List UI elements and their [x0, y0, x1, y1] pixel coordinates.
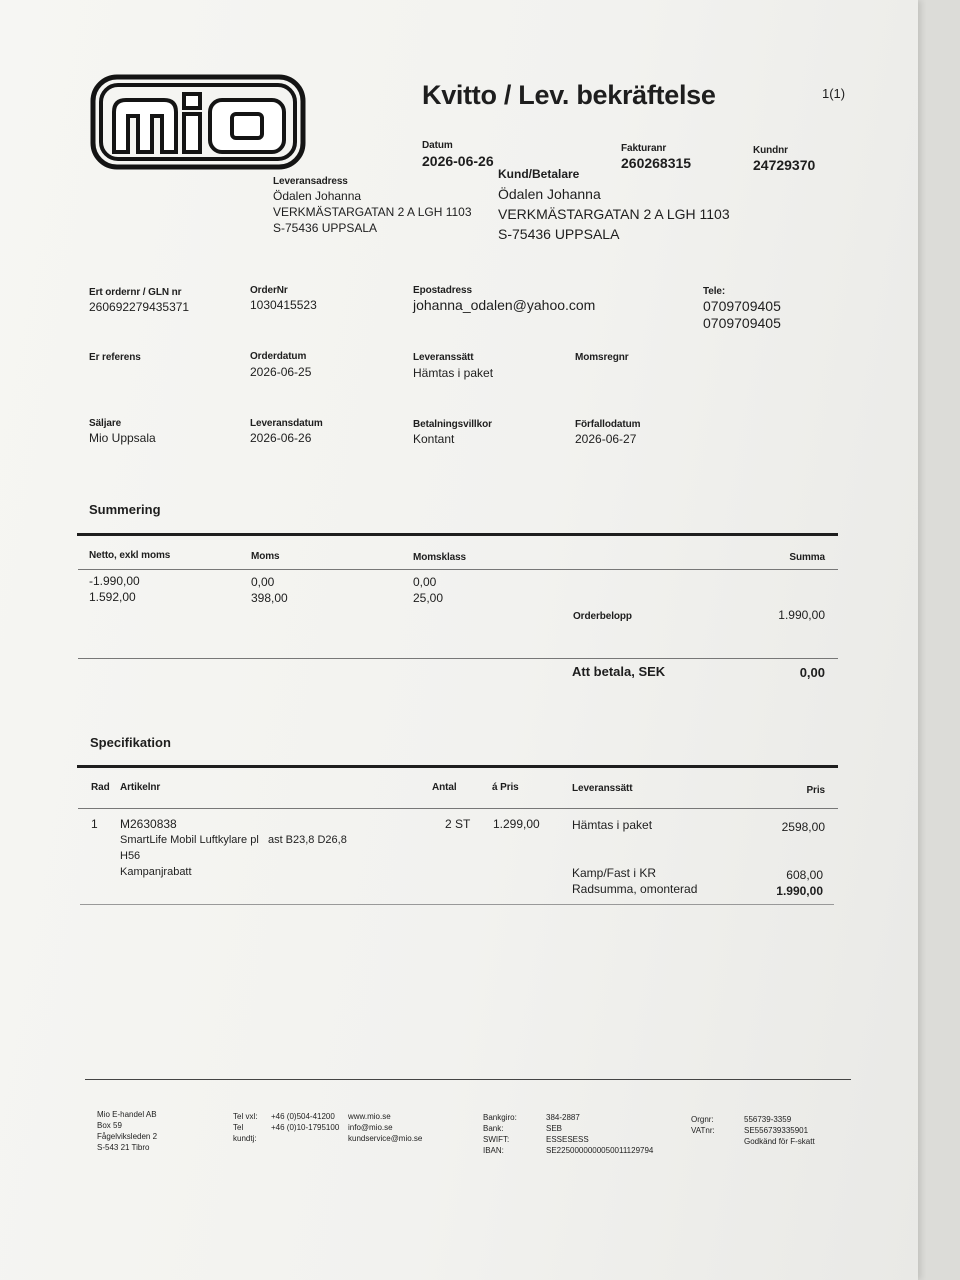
- footer-swift-value: ESSESESS: [546, 1135, 589, 1144]
- item-apris: 1.299,00: [493, 817, 540, 831]
- col-netto: Netto, exkl moms: [89, 550, 171, 561]
- footer-company-box: Box 59: [97, 1121, 122, 1130]
- tele-label: Tele:: [703, 286, 726, 297]
- receipt-title: Kvitto / Lev. bekräftelse: [422, 80, 716, 110]
- orderdatum-value: 2026-06-25: [250, 365, 312, 379]
- footer-company: [97, 1109, 157, 1153]
- item-pris: 2598,00: [781, 820, 825, 834]
- footer-org-values: [744, 1114, 815, 1147]
- footer-bankgiro-value: 384-2887: [546, 1113, 580, 1122]
- footer-company-city: S-543 21 Tibro: [97, 1143, 150, 1152]
- specifikation-bottom-rule: [80, 904, 834, 905]
- summering-row-1-moms: 0,00: [251, 575, 275, 589]
- leverans-street: VERKMÄSTARGATAN 2 A LGH 1103: [273, 205, 472, 219]
- footer-web-info: info@mio.se: [348, 1123, 393, 1132]
- footer-rule: [85, 1079, 851, 1080]
- item-leveranssatt: Hämtas i paket: [572, 818, 653, 832]
- epost-label: Epostadress: [413, 285, 472, 296]
- fakturanr-label: Fakturanr: [621, 143, 667, 154]
- footer-bank-value: SEB: [546, 1124, 563, 1133]
- col-summa: Summa: [789, 552, 825, 563]
- radsumma-label: Radsumma, omonterad: [572, 882, 698, 896]
- specifikation-header-rule: [78, 808, 838, 809]
- kund-name: Ödalen Johanna: [498, 186, 601, 202]
- att-betala-label: Att betala, SEK: [572, 664, 666, 679]
- col-apris: á Pris: [492, 782, 519, 793]
- leverans-name: Ödalen Johanna: [273, 189, 362, 203]
- leveransdatum-value: 2026-06-26: [250, 431, 312, 445]
- ert-ordernr-label: Ert ordernr / GLN nr: [89, 287, 182, 298]
- footer-tel-vxl-label: Tel vxl:: [233, 1112, 258, 1121]
- tele-value-2: 0709709405: [703, 315, 781, 331]
- item-desc-2: H56: [120, 850, 141, 862]
- datum-value: 2026-06-26: [422, 153, 494, 169]
- kund-label: Kund/Betalare: [498, 167, 580, 181]
- summering-row-2-netto: 1.592,00: [89, 590, 136, 604]
- col-momsklass: Momsklass: [413, 552, 467, 563]
- ert-ordernr-value: 260692279435371: [89, 300, 190, 314]
- col-moms: Moms: [251, 551, 280, 562]
- leveransdatum-label: Leveransdatum: [250, 418, 323, 429]
- footer-tel-values: [271, 1111, 339, 1133]
- orderbelopp-value: 1.990,00: [778, 608, 825, 622]
- kundnr-value: 24729370: [753, 157, 816, 173]
- summering-heading: Summering: [89, 502, 161, 517]
- footer-tel-labels: [233, 1111, 257, 1144]
- kamp-label: Kamp/Fast i KR: [572, 866, 657, 880]
- orderbelopp-label: Orderbelopp: [573, 611, 632, 622]
- footer-bank-values: [546, 1112, 653, 1156]
- col-antal: Antal: [432, 782, 457, 793]
- specifikation-top-rule: [77, 765, 838, 768]
- leveranssatt-value: Hämtas i paket: [413, 366, 494, 380]
- summering-top-rule: [77, 533, 838, 536]
- leveranssatt-label: Leveranssätt: [413, 352, 474, 363]
- col-artikelnr: Artikelnr: [120, 782, 161, 793]
- momsregnr-label: Momsregnr: [575, 352, 629, 363]
- item-artikelnr: M2630838: [120, 817, 177, 831]
- footer-web: [348, 1111, 422, 1144]
- radsumma-value: 1.990,00: [776, 884, 823, 898]
- footer-org-labels: [691, 1114, 715, 1136]
- kundnr-label: Kundnr: [753, 145, 788, 156]
- orderdatum-label: Orderdatum: [250, 351, 307, 362]
- footer-vatnr-value: SE556739335901: [744, 1126, 809, 1135]
- footer-web-url: www.mio.se: [348, 1112, 391, 1121]
- summering-header-rule: [78, 569, 838, 570]
- fakturanr-value: 260268315: [621, 155, 692, 171]
- footer-fskatt: Godkänd för F-skatt: [744, 1137, 815, 1146]
- footer-tel-vxl-value: +46 (0)504-41200: [271, 1112, 335, 1121]
- footer-iban-value: SE2250000000050011129794: [546, 1146, 654, 1155]
- tele-value-1: 0709709405: [703, 298, 781, 314]
- col-leveranssatt: Leveranssätt: [572, 783, 633, 794]
- footer-bankgiro-label: Bankgiro:: [483, 1113, 517, 1122]
- footer-vatnr-label: VATnr:: [691, 1126, 715, 1135]
- forfallodatum-label: Förfallodatum: [575, 419, 641, 430]
- betalningsvillkor-label: Betalningsvillkor: [413, 419, 492, 430]
- footer-company-street: Fågelviksleden 2: [97, 1132, 158, 1141]
- footer-orgnr-value: 556739-3359: [744, 1115, 792, 1124]
- summering-row-2-momsklass: 25,00: [413, 591, 444, 605]
- footer-company-name: Mio E-handel AB: [97, 1110, 157, 1119]
- footer-tel-value: +46 (0)10-1795100: [271, 1123, 340, 1132]
- kamp-value: 608,00: [786, 868, 823, 882]
- betalningsvillkor-value: Kontant: [413, 432, 455, 446]
- saljare-value: Mio Uppsala: [89, 431, 156, 445]
- summering-row-1-netto: -1.990,00: [89, 574, 140, 588]
- footer-tel-label: Tel: [233, 1123, 244, 1132]
- forfallodatum-value: 2026-06-27: [575, 432, 637, 446]
- ordernr-label: OrderNr: [250, 285, 288, 296]
- datum-label: Datum: [422, 140, 453, 151]
- mio-logo: [90, 74, 306, 170]
- att-betala-value: 0,00: [799, 665, 825, 680]
- er-referens-label: Er referens: [89, 352, 141, 363]
- ordernr-value: 1030415523: [250, 298, 317, 312]
- specifikation-heading: Specifikation: [90, 735, 171, 750]
- kund-city: S-75436 UPPSALA: [498, 226, 620, 242]
- footer-swift-label: SWIFT:: [483, 1135, 510, 1144]
- epost-value: johanna_odalen@yahoo.com: [413, 297, 596, 313]
- item-rad: 1: [91, 817, 98, 831]
- item-desc-1: SmartLife Mobil Luftkylare pl ast B23,8 D26,8: [120, 834, 347, 846]
- footer-kundtj-label: kundtj:: [233, 1134, 257, 1143]
- footer-bank-label: Bank:: [483, 1124, 504, 1133]
- footer-bank-labels: [483, 1112, 517, 1156]
- page-number: 1(1): [822, 86, 846, 101]
- leverans-city: S-75436 UPPSALA: [273, 221, 378, 235]
- saljare-label: Säljare: [89, 418, 122, 429]
- summering-row-2-moms: 398,00: [251, 591, 288, 605]
- item-desc-3: Kampanjrabatt: [120, 866, 192, 878]
- summering-row-1-momsklass: 0,00: [413, 575, 437, 589]
- summering-total-rule: [78, 658, 838, 659]
- col-rad: Rad: [91, 782, 110, 793]
- item-antal: 2 ST: [445, 817, 471, 831]
- footer-iban-label: IBAN:: [483, 1146, 504, 1155]
- col-pris: Pris: [806, 785, 825, 796]
- footer-web-kundservice: kundservice@mio.se: [348, 1134, 423, 1143]
- footer-orgnr-label: Orgnr:: [691, 1115, 714, 1124]
- leveransadress-label: Leveransadress: [273, 176, 348, 187]
- kund-street: VERKMÄSTARGATAN 2 A LGH 1103: [498, 206, 730, 222]
